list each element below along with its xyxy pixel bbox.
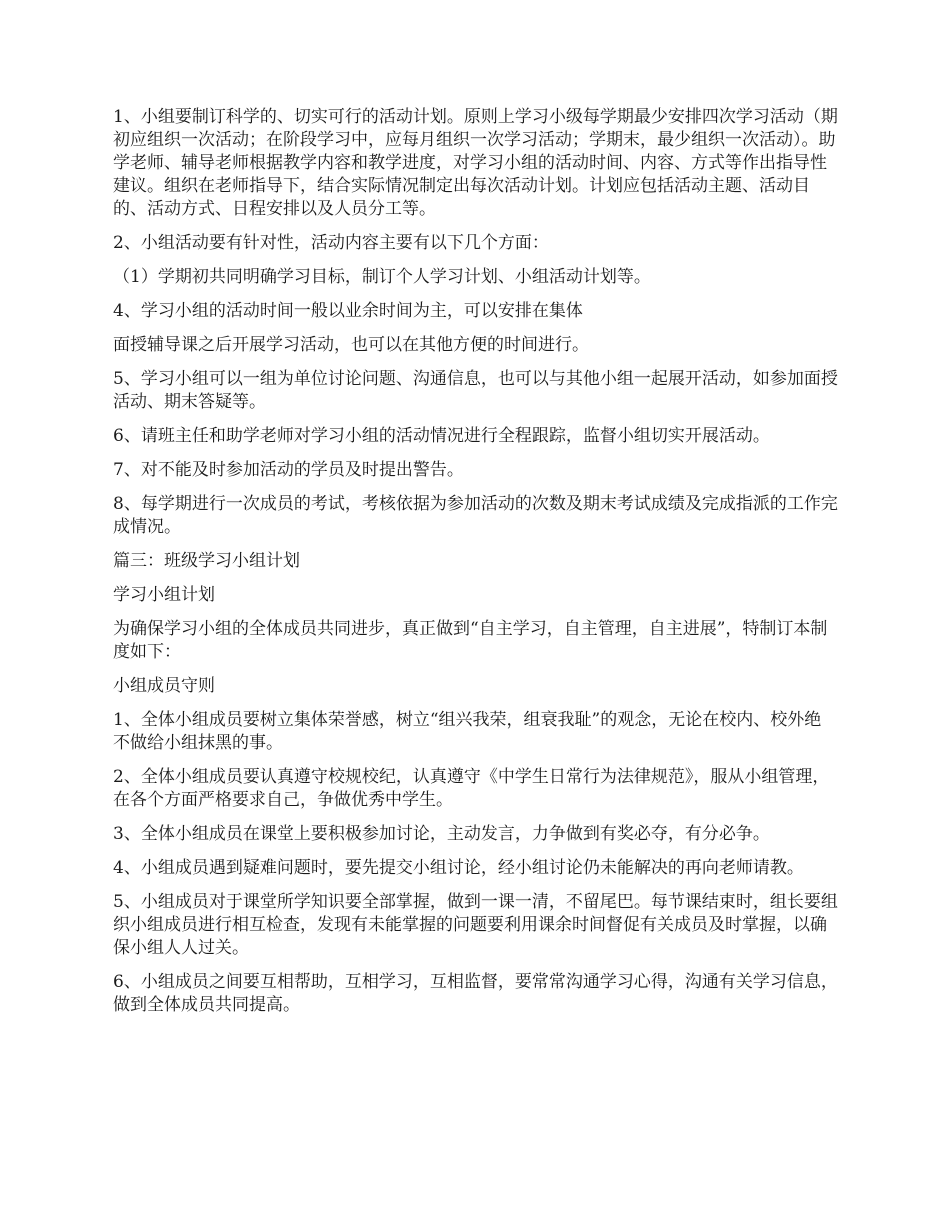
paragraph: 2、小组活动要有针对性，活动内容主要有以下几个方面： (113, 233, 549, 253)
paragraph: 3、全体小组成员在课堂上要积极参加讨论，主动发言，力争做到有奖必夺，有分必争。 (113, 824, 770, 844)
section-heading: 学习小组计划 (113, 585, 215, 605)
paragraph: 2、全体小组成员要认真遵守校规校纪，认真遵守《中学生日常行为法律规范》，服从小组管理，在各个方面严格要求自己，争做优秀中学生。 (113, 767, 830, 810)
paragraph: 7、对不能及时参加活动的学员及时提出警告。 (113, 460, 464, 480)
paragraph: 5、小组成员对于课堂所学知识要全部掌握，做到一课一清，不留尾巴。每节课结束时，组长要组织小组成员进行相互检查，发现有未能掌握的问题要利用课余时间督促有关成员及时掌握，以确保小组人人过关。 (113, 892, 838, 958)
paragraph: 6、请班主任和助学老师对学习小组的活动情况进行全程跟踪，监督小组切实开展活动。 (113, 426, 770, 446)
paragraph: 面授辅导课之后开展学习活动，也可以在其他方便的时间进行。 (113, 335, 589, 355)
paragraph: 为确保学习小组的全体成员共同进步，真正做到“自主学习，自主管理，自主进展”，特制订本制度如下： (113, 619, 828, 662)
paragraph: 4、小组成员遇到疑难问题时，要先提交小组讨论，经小组讨论仍未能解决的再向老师请教。 (113, 858, 804, 878)
document-body (113, 106, 838, 1028)
paragraph: （1）学期初共同明确学习目标，制订个人学习计划、小组活动计划等。 (113, 267, 651, 287)
paragraph: 6、小组成员之间要互相帮助，互相学习，互相监督，要常常沟通学习心得，沟通有关学习信息，做到全体成员共同提高。 (113, 972, 838, 1015)
paragraph: 5、学习小组可以一组为单位讨论问题、沟通信息，也可以与其他小组一起展开活动，如参加面授活动、期末答疑等。 (113, 369, 838, 412)
paragraph: 1、小组要制订科学的、切实可行的活动计划。原则上学习小级每学期最少安排四次学习活动（期初应组织一次活动；在阶段学习中，应每月组织一次学习活动；学期末，最少组织一次活动）。助学老师、辅导老师根据教学内容和教学进度，对学习小组的活动时间、内容、方式等作出指导性建议。组织在老师指导下，结合实际情况制定出每次活动计划。计划应包括活动主题、活动目的、活动方式、日程安排以及人员分工等。 (113, 107, 838, 219)
section-heading: 小组成员守则 (113, 676, 215, 696)
section-heading: 篇三：班级学习小组计划 (113, 551, 300, 571)
paragraph: 1、全体小组成员要树立集体荣誉感，树立“组兴我荣，组衰我耻”的观念，无论在校内、校外绝不做给小组抹黑的事。 (113, 710, 822, 753)
paragraph: 8、每学期进行一次成员的考试，考核依据为参加活动的次数及期末考试成绩及完成指派的工作完成情况。 (113, 494, 838, 537)
paragraph: 4、学习小组的活动时间一般以业余时间为主，可以安排在集体 (113, 301, 583, 321)
